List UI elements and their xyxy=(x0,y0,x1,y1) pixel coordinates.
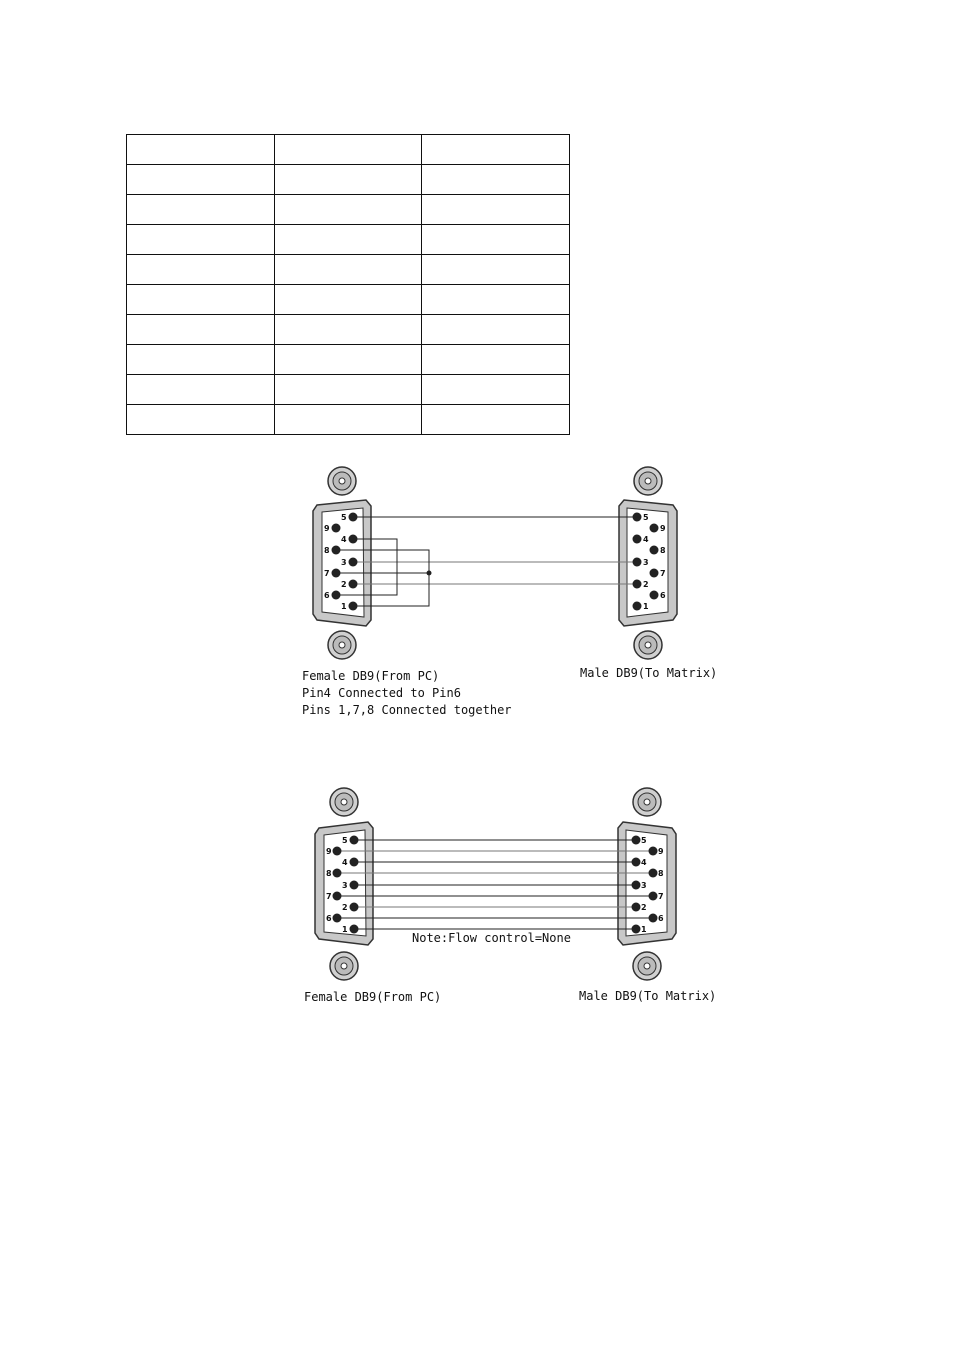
table-cell xyxy=(422,165,570,195)
left-caption-line: Female DB9(From PC) xyxy=(302,669,440,683)
pin-label: 6 xyxy=(658,914,664,923)
pin-label: 7 xyxy=(660,569,666,578)
pinout-table xyxy=(126,134,570,435)
table-cell xyxy=(127,195,275,225)
pin-label: 4 xyxy=(643,535,649,544)
pin-label: 2 xyxy=(643,580,649,589)
table-cell xyxy=(422,315,570,345)
table-cell xyxy=(274,225,422,255)
pin-label: 8 xyxy=(324,546,330,555)
table-row xyxy=(127,225,570,255)
left-caption-line: Pin4 Connected to Pin6 xyxy=(302,686,461,700)
pin-label: 9 xyxy=(326,847,332,856)
table-cell xyxy=(127,135,275,165)
table-cell xyxy=(274,405,422,435)
pin-label: 7 xyxy=(324,569,330,578)
pin-label: 8 xyxy=(660,546,666,555)
left-caption: Female DB9(From PC) xyxy=(304,990,442,1004)
pin-label: 3 xyxy=(641,881,647,890)
table-cell xyxy=(422,225,570,255)
table-cell xyxy=(127,405,275,435)
table-cell xyxy=(422,345,570,375)
table-cell xyxy=(127,285,275,315)
pin-label: 1 xyxy=(341,602,347,611)
pin-label: 2 xyxy=(641,903,647,912)
table-row xyxy=(127,195,570,225)
pin-label: 8 xyxy=(658,869,664,878)
pin-label: 3 xyxy=(643,558,649,567)
table-cell xyxy=(274,135,422,165)
pin-label: 3 xyxy=(342,881,348,890)
table-cell xyxy=(274,285,422,315)
flow-control-note: Note:Flow control=None xyxy=(412,931,571,945)
table-row xyxy=(127,135,570,165)
table-row xyxy=(127,255,570,285)
pin-label: 9 xyxy=(660,524,666,533)
pin-label: 3 xyxy=(341,558,347,567)
table-cell xyxy=(422,255,570,285)
pin-label: 6 xyxy=(326,914,332,923)
table-cell xyxy=(422,285,570,315)
pin-label: 5 xyxy=(643,513,649,522)
table-cell xyxy=(422,135,570,165)
pin-label: 1 xyxy=(641,925,647,934)
table-cell xyxy=(274,255,422,285)
table-row xyxy=(127,375,570,405)
table-row xyxy=(127,345,570,375)
table-cell xyxy=(422,405,570,435)
left-caption-line: Pins 1,7,8 Connected together xyxy=(302,703,512,717)
db9-wiring-diagram-1 xyxy=(290,460,730,722)
pin-label: 2 xyxy=(341,580,347,589)
table-cell xyxy=(274,375,422,405)
pin-label: 6 xyxy=(660,591,666,600)
pin-label: 7 xyxy=(326,892,332,901)
table-row xyxy=(127,315,570,345)
table-cell xyxy=(274,345,422,375)
wires xyxy=(336,517,637,606)
pin-label: 9 xyxy=(658,847,664,856)
table-cell xyxy=(274,315,422,345)
table-cell xyxy=(127,375,275,405)
pinout-table-body xyxy=(127,135,570,435)
male-db9-connector xyxy=(618,788,676,980)
right-caption: Male DB9(To Matrix) xyxy=(580,666,718,680)
table-cell xyxy=(274,165,422,195)
pin-label: 5 xyxy=(641,836,647,845)
table-cell xyxy=(127,165,275,195)
table-cell xyxy=(274,195,422,225)
table-row xyxy=(127,165,570,195)
pin-label: 4 xyxy=(641,858,647,867)
table-cell xyxy=(127,315,275,345)
pin-label: 8 xyxy=(326,869,332,878)
pin-label: 5 xyxy=(342,836,348,845)
table-cell xyxy=(422,195,570,225)
pin-label: 2 xyxy=(342,903,348,912)
pin-label: 1 xyxy=(643,602,649,611)
pin-label: 1 xyxy=(342,925,348,934)
table-cell xyxy=(127,345,275,375)
wires xyxy=(337,840,653,929)
pin-label: 5 xyxy=(341,513,347,522)
pin-label: 6 xyxy=(324,591,330,600)
pin-label: 9 xyxy=(324,524,330,533)
table-cell xyxy=(422,375,570,405)
db9-wiring-diagram-2 xyxy=(290,785,730,1010)
pin-label: 4 xyxy=(342,858,348,867)
pin-label: 7 xyxy=(658,892,664,901)
table-cell xyxy=(127,225,275,255)
table-cell xyxy=(127,255,275,285)
table-row xyxy=(127,405,570,435)
pin-label: 4 xyxy=(341,535,347,544)
right-caption: Male DB9(To Matrix) xyxy=(579,989,717,1003)
table-row xyxy=(127,285,570,315)
